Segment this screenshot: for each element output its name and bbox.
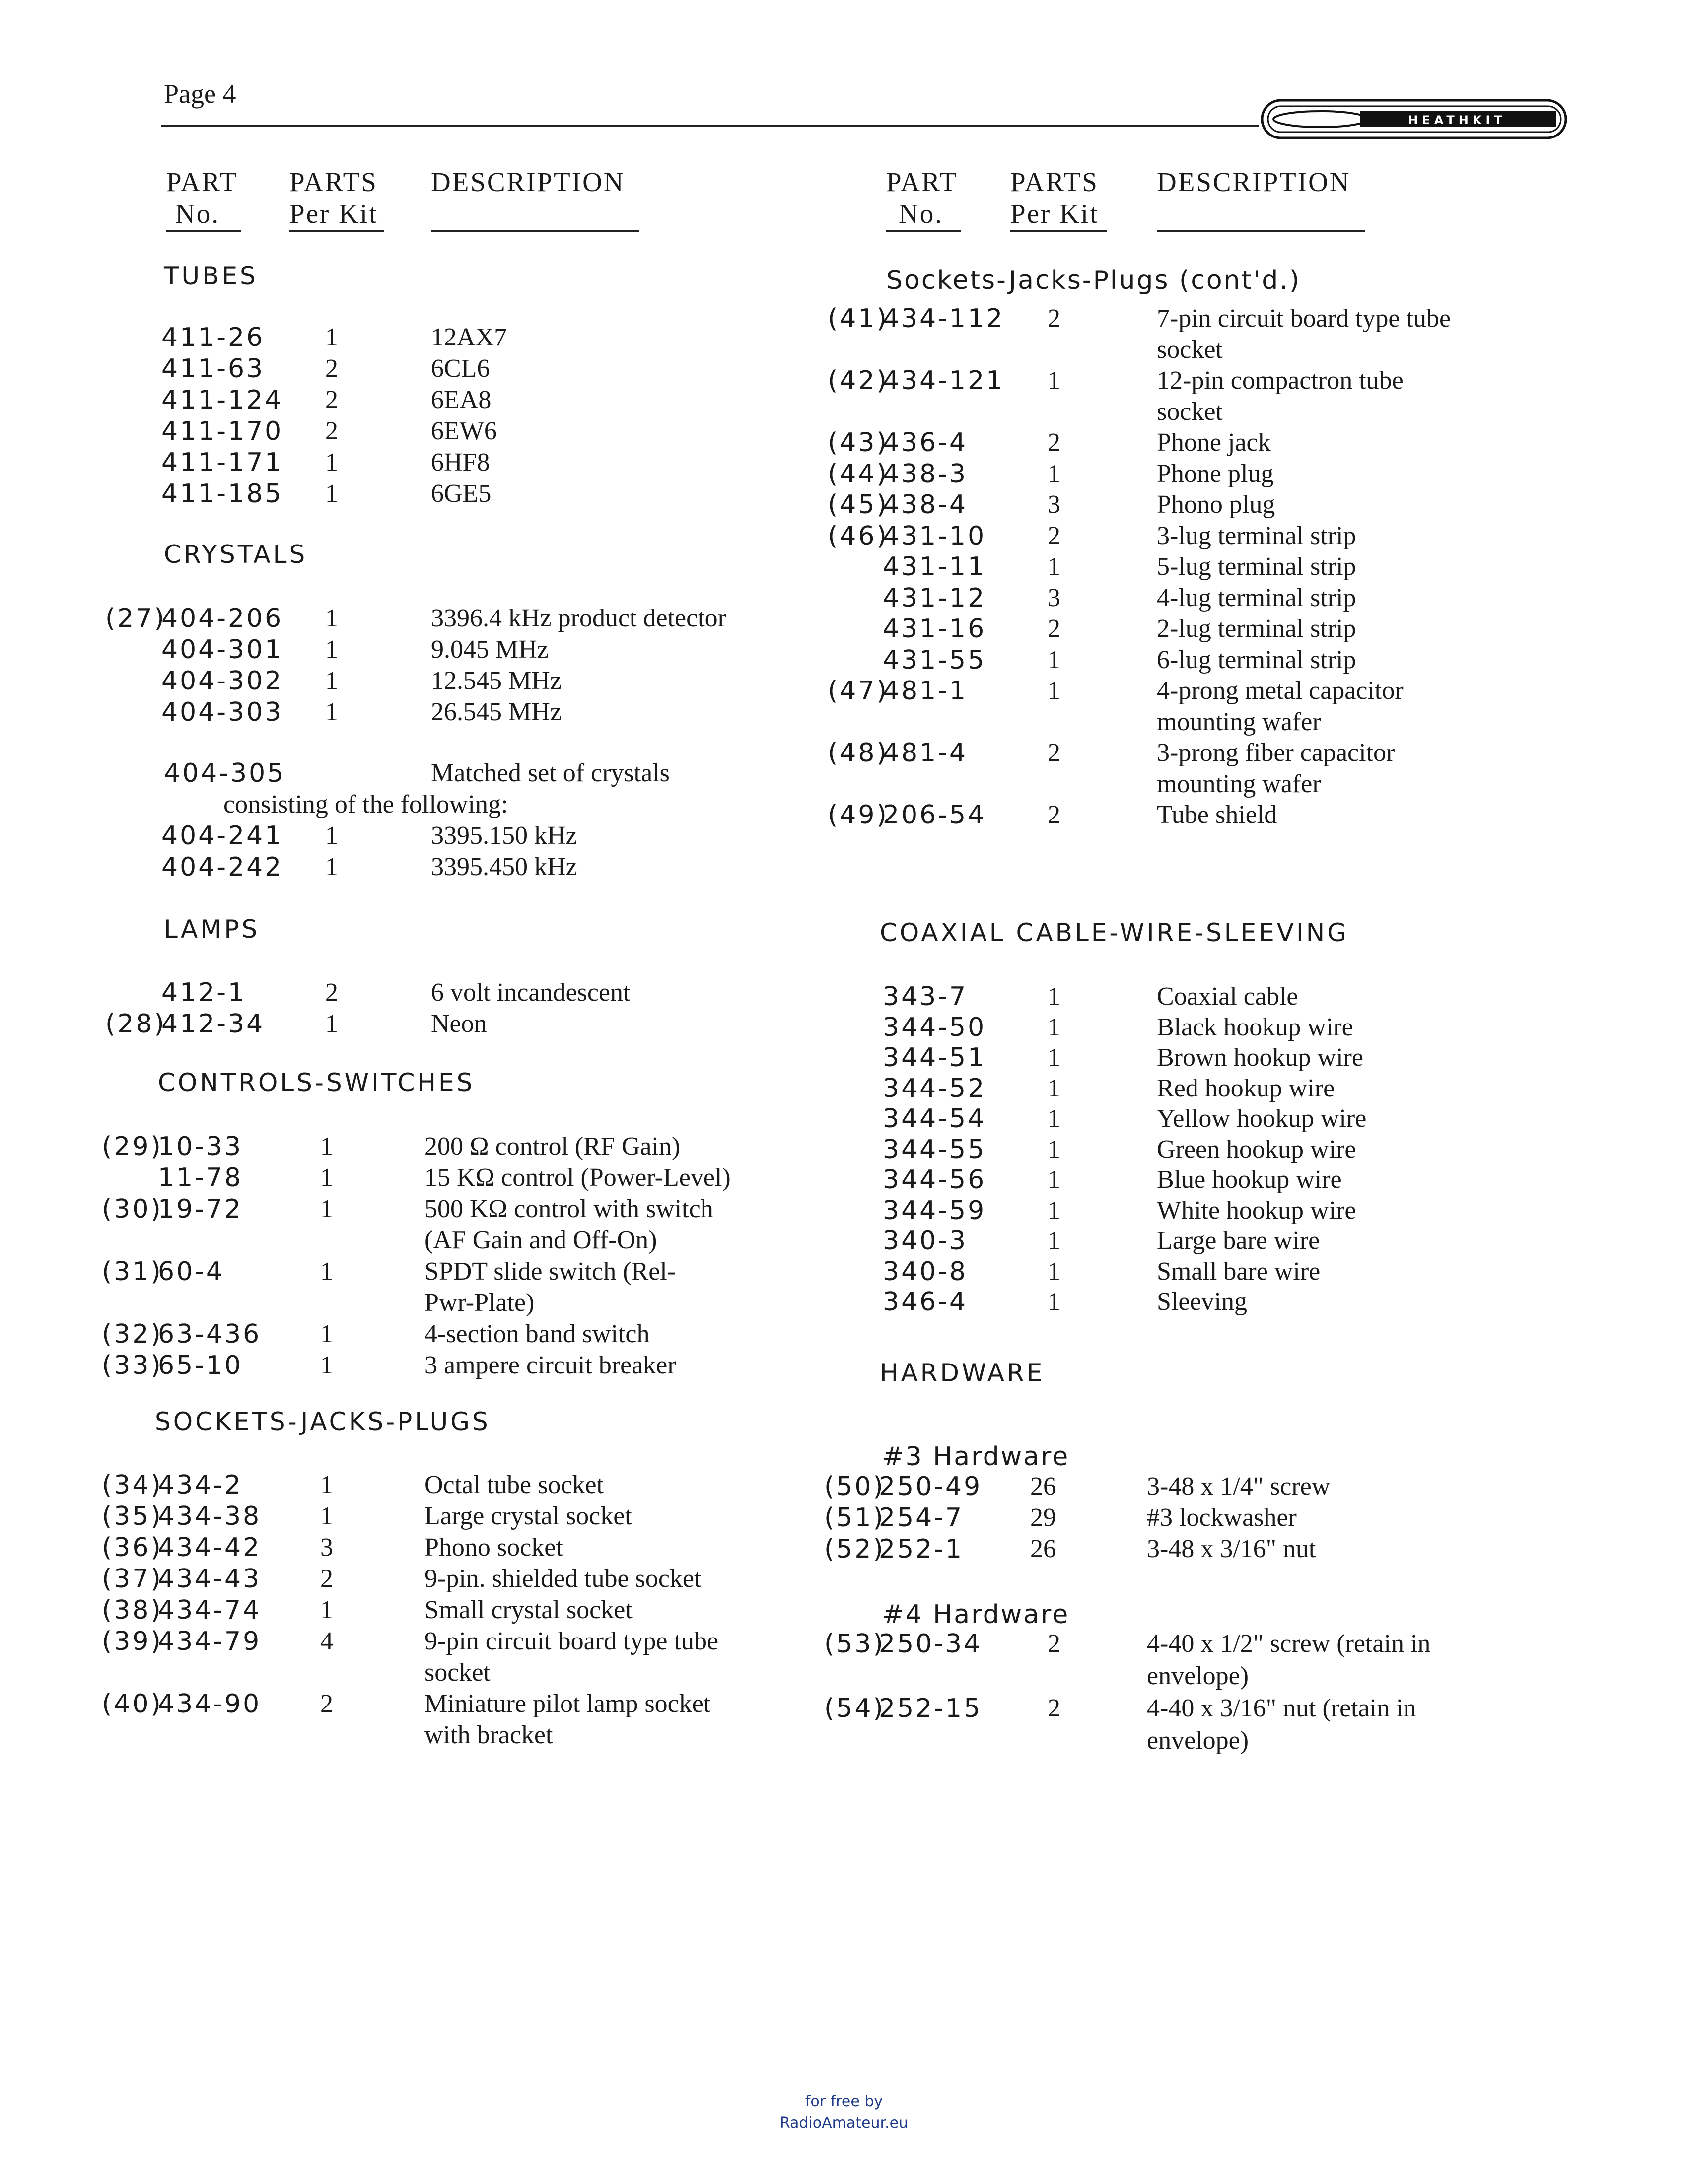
part-description: 6HF8 (431, 448, 490, 477)
part-description: 3-lug terminal strip (1157, 521, 1356, 550)
hw3-subtitle: #3 Hardware (882, 1442, 1070, 1472)
part-number: 431-12 (883, 583, 986, 613)
parts-per-kit: 1 (1048, 1196, 1060, 1225)
part-number: 343-7 (883, 982, 968, 1012)
part-description: socket (1157, 335, 1223, 364)
part-number: 411-185 (161, 479, 283, 509)
hdr-part-no-left: PART No. (166, 167, 238, 229)
parts-per-kit: 1 (1048, 1043, 1060, 1072)
parts-per-kit: 1 (1048, 1288, 1060, 1316)
part-description: 7-pin circuit board type tube (1157, 304, 1451, 333)
part-description: 12AX7 (431, 323, 507, 351)
part-description: 4-section band switch (424, 1320, 650, 1348)
parts-per-kit: 1 (320, 1132, 333, 1160)
section-title-crystals: CRYSTALS (164, 540, 308, 569)
parts-per-kit: 1 (1048, 1135, 1060, 1163)
part-description: Large bare wire (1157, 1227, 1320, 1255)
part-description: Yellow hookup wire (1157, 1104, 1367, 1133)
part-number: 340-8 (883, 1256, 968, 1287)
part-number: 340-3 (883, 1226, 968, 1256)
part-number: 344-54 (883, 1104, 986, 1134)
part-description: Phono plug (1157, 490, 1275, 519)
ref-number: (45) (828, 490, 889, 520)
part-description: Sleeving (1157, 1288, 1247, 1316)
parts-per-kit: 1 (1048, 1165, 1060, 1194)
part-description: 6-lug terminal strip (1157, 645, 1356, 674)
part-description: 9.045 MHz (431, 635, 549, 664)
part-number: 434-121 (883, 366, 1005, 396)
part-description: 12.545 MHz (431, 667, 562, 695)
parts-per-kit: 1 (1048, 677, 1060, 705)
part-description: 9-pin. shielded tube socket (424, 1565, 702, 1593)
part-description: envelope) (1147, 1726, 1249, 1755)
part-number: 434-42 (158, 1533, 262, 1563)
parts-per-kit: 1 (1048, 1104, 1060, 1133)
part-number: 434-112 (883, 304, 1005, 334)
part-number: 481-4 (883, 738, 968, 768)
ref-number: (41) (828, 304, 889, 334)
parts-per-kit: 1 (1048, 1227, 1060, 1255)
part-number: 411-124 (161, 385, 283, 415)
parts-per-kit: 1 (325, 667, 338, 695)
parts-per-kit: 2 (320, 1690, 333, 1718)
ref-number: (49) (828, 800, 889, 830)
part-description: 4-prong metal capacitor (1157, 677, 1404, 705)
parts-per-kit: 1 (320, 1195, 333, 1223)
part-number: 10-33 (158, 1132, 243, 1161)
hdr-underline (289, 230, 384, 232)
part-description: Octal tube socket (424, 1471, 604, 1499)
footer-site-link[interactable]: RadioAmateur.eu (779, 2115, 909, 2132)
parts-per-kit: 2 (1048, 801, 1060, 829)
svg-text:HEATHKIT: HEATHKIT (1408, 113, 1506, 127)
part-number: 438-4 (883, 490, 968, 520)
parts-per-kit: 1 (325, 323, 338, 351)
matched-set-cont: consisting of the following: (223, 790, 508, 819)
parts-per-kit: 1 (325, 635, 338, 664)
part-number: 411-63 (161, 354, 265, 384)
ref-number: (36) (102, 1533, 163, 1563)
part-number: 344-50 (883, 1012, 986, 1042)
parts-per-kit: 2 (1048, 428, 1060, 457)
part-description: Miniature pilot lamp socket (424, 1690, 711, 1718)
parts-per-kit: 1 (1048, 1074, 1060, 1102)
part-number: 206-54 (883, 800, 986, 830)
section-title-coax: COAXIAL CABLE-WIRE-SLEEVING (880, 918, 1349, 947)
parts-per-kit: 29 (1030, 1503, 1056, 1532)
ref-number: (51) (824, 1503, 885, 1533)
part-number: 411-170 (161, 416, 283, 446)
part-number: 434-43 (158, 1564, 262, 1594)
part-description: (AF Gain and Off-On) (424, 1226, 657, 1254)
part-description: socket (424, 1658, 491, 1687)
part-number: 65-10 (158, 1351, 243, 1380)
parts-per-kit: 2 (1048, 739, 1060, 767)
part-description: 3-48 x 3/16" nut (1147, 1535, 1316, 1563)
part-number: 412-1 (161, 978, 247, 1008)
part-number: 411-171 (161, 448, 283, 478)
hdr-parts-per-kit-right: PARTS Per Kit (1010, 167, 1099, 229)
part-description: Pwr-Plate) (424, 1289, 535, 1317)
part-description: 15 KΩ control (Power-Level) (424, 1163, 731, 1192)
parts-per-kit: 1 (325, 853, 338, 881)
parts-per-kit: 1 (320, 1257, 333, 1286)
parts-per-kit: 1 (320, 1596, 333, 1624)
part-description: 3 ampere circuit breaker (424, 1351, 676, 1379)
part-description: Coaxial cable (1157, 982, 1298, 1011)
part-number: 344-55 (883, 1134, 986, 1164)
part-number: 346-4 (883, 1287, 968, 1317)
hdr-underline (431, 230, 639, 232)
part-description: Black hookup wire (1157, 1013, 1353, 1041)
part-description: 6CL6 (431, 354, 490, 383)
part-number: 404-241 (161, 821, 283, 851)
ref-number: (47) (828, 676, 889, 706)
part-description: 9-pin circuit board type tube (424, 1627, 719, 1655)
part-description: Brown hookup wire (1157, 1043, 1363, 1072)
ref-number: (40) (102, 1689, 163, 1719)
hdr-description-left: DESCRIPTION (431, 167, 625, 197)
part-number: 404-242 (161, 852, 283, 882)
parts-per-kit: 1 (325, 604, 338, 632)
part-number: 404-302 (161, 666, 283, 696)
ref-number: (52) (824, 1534, 885, 1564)
ref-number: (44) (828, 459, 889, 489)
matched-set-desc: Matched set of crystals (431, 759, 670, 787)
parts-per-kit: 1 (320, 1502, 333, 1530)
part-number: 434-90 (158, 1689, 262, 1719)
parts-per-kit: 26 (1030, 1535, 1056, 1563)
ref-number: (50) (824, 1472, 885, 1502)
part-description: 4-lug terminal strip (1157, 583, 1356, 612)
parts-per-kit: 1 (320, 1320, 333, 1348)
part-description: 200 Ω control (RF Gain) (424, 1132, 681, 1160)
part-description: 3395.150 kHz (431, 821, 577, 850)
parts-per-kit: 1 (320, 1351, 333, 1379)
hdr-underline (1010, 230, 1107, 232)
part-number: 434-2 (158, 1470, 243, 1500)
part-number: 438-3 (883, 459, 968, 489)
section-title-hardware: HARDWARE (880, 1359, 1045, 1387)
part-description: 3-prong fiber capacitor (1157, 739, 1395, 767)
part-description: #3 lockwasher (1147, 1503, 1297, 1532)
part-description: 5-lug terminal strip (1157, 552, 1356, 581)
parts-per-kit: 2 (1048, 1694, 1060, 1722)
hw4-subtitle: #4 Hardware (882, 1600, 1070, 1630)
parts-per-kit: 1 (325, 448, 338, 477)
part-number: 436-4 (883, 428, 968, 458)
ref-number: (35) (102, 1502, 163, 1531)
part-number: 404-303 (161, 697, 283, 727)
part-description: socket (1157, 397, 1223, 426)
hdr-description-right: DESCRIPTION (1157, 167, 1351, 197)
parts-per-kit: 1 (1048, 459, 1060, 488)
part-description: 4-40 x 1/2" screw (retain in (1147, 1630, 1431, 1658)
part-number: 431-55 (883, 645, 986, 675)
part-description: 3396.4 kHz product detector (431, 604, 726, 632)
parts-per-kit: 2 (325, 417, 338, 445)
section-title-controls: CONTROLS-SWITCHES (158, 1068, 475, 1097)
ref-number: (34) (102, 1470, 163, 1500)
parts-per-kit: 1 (325, 1010, 338, 1038)
part-description: mounting wafer (1157, 707, 1321, 736)
brand-logo (1261, 97, 1569, 144)
part-number: 431-10 (883, 521, 986, 551)
ref-number: (39) (102, 1627, 163, 1656)
part-description: White hookup wire (1157, 1196, 1356, 1225)
ref-number: (48) (828, 738, 889, 768)
ref-number: (29) (102, 1132, 163, 1161)
part-description: 500 KΩ control with switch (424, 1195, 713, 1223)
ref-number: (33) (102, 1351, 163, 1380)
ref-number: (46) (828, 521, 889, 551)
part-description: Small bare wire (1157, 1257, 1321, 1286)
section-title-tubes: TUBES (164, 262, 258, 290)
parts-per-kit: 2 (325, 354, 338, 383)
part-description: 4-40 x 3/16" nut (retain in (1147, 1694, 1416, 1722)
section-title-sockets: SOCKETS-JACKS-PLUGS (155, 1407, 491, 1436)
parts-per-kit: 2 (1048, 521, 1060, 550)
part-description: 6 volt incandescent (431, 978, 631, 1007)
part-description: mounting wafer (1157, 769, 1321, 798)
part-description: Neon (431, 1010, 487, 1038)
part-number: 344-56 (883, 1165, 986, 1195)
part-number: 63-436 (158, 1319, 262, 1349)
footer-credit: for free by (805, 2093, 883, 2110)
part-number: 404-206 (161, 604, 283, 633)
ref-number: (43) (828, 428, 889, 458)
parts-per-kit: 3 (320, 1533, 333, 1562)
hdr-underline (1157, 230, 1365, 232)
part-description: Tube shield (1157, 801, 1277, 829)
section-title-lamps: LAMPS (164, 915, 260, 944)
parts-per-kit: 2 (1048, 1630, 1060, 1658)
parts-per-kit: 1 (320, 1163, 333, 1192)
part-number: 250-49 (879, 1472, 983, 1502)
ref-number: (54) (824, 1694, 885, 1723)
section-title-sockets-cont: Sockets-Jacks-Plugs (cont'd.) (886, 266, 1301, 295)
parts-per-kit: 2 (320, 1565, 333, 1593)
part-number: 252-1 (879, 1534, 964, 1564)
parts-per-kit: 1 (1048, 1013, 1060, 1041)
parts-per-kit: 1 (325, 479, 338, 508)
part-description: Phone plug (1157, 459, 1274, 488)
part-number: 344-52 (883, 1073, 986, 1103)
parts-per-kit: 1 (325, 821, 338, 850)
parts-per-kit: 1 (1048, 645, 1060, 674)
part-description: Large crystal socket (424, 1502, 632, 1530)
hdr-underline (166, 230, 241, 232)
parts-per-kit: 1 (1048, 982, 1060, 1011)
part-description: 2-lug terminal strip (1157, 614, 1356, 643)
ref-number: (38) (102, 1595, 163, 1625)
part-description: 12-pin compactron tube (1157, 366, 1404, 395)
part-description: envelope) (1147, 1662, 1249, 1690)
part-description: 6EW6 (431, 417, 497, 445)
hdr-part-no-right: PART No. (886, 167, 958, 229)
part-number: 344-59 (883, 1195, 986, 1226)
part-description: 6EA8 (431, 386, 492, 414)
parts-per-kit: 3 (1048, 583, 1060, 612)
ref-number: (27) (105, 604, 166, 633)
part-number: 19-72 (158, 1194, 243, 1224)
matched-set-part: 404-305 (164, 758, 286, 788)
part-description: 3-48 x 1/4" screw (1147, 1472, 1331, 1501)
part-description: 26.545 MHz (431, 698, 562, 726)
part-number: 412-34 (161, 1009, 265, 1039)
ref-number: (28) (105, 1009, 166, 1039)
ref-number: (30) (102, 1194, 163, 1224)
part-description: Phono socket (424, 1533, 563, 1562)
parts-per-kit: 26 (1030, 1472, 1056, 1501)
part-description: 3395.450 kHz (431, 853, 577, 881)
part-number: 411-26 (161, 323, 265, 352)
parts-per-kit: 1 (325, 698, 338, 726)
hdr-underline (886, 230, 961, 232)
parts-per-kit: 2 (325, 978, 338, 1007)
part-number: 431-16 (883, 614, 986, 644)
page-number: Page 4 (164, 79, 236, 109)
ref-number: (42) (828, 366, 889, 396)
part-number: 434-38 (158, 1502, 262, 1531)
part-number: 481-1 (883, 676, 968, 706)
parts-per-kit: 2 (1048, 614, 1060, 643)
parts-per-kit: 1 (320, 1471, 333, 1499)
part-description: SPDT slide switch (Rel- (424, 1257, 676, 1286)
part-number: 344-51 (883, 1043, 986, 1073)
part-number: 434-74 (158, 1595, 262, 1625)
part-description: Blue hookup wire (1157, 1165, 1342, 1194)
parts-per-kit: 2 (325, 386, 338, 414)
part-number: 60-4 (158, 1257, 225, 1287)
ref-number: (53) (824, 1629, 885, 1659)
part-description: Red hookup wire (1157, 1074, 1335, 1102)
part-description: with bracket (424, 1721, 553, 1749)
part-number: 254-7 (879, 1503, 964, 1533)
part-description: Small crystal socket (424, 1596, 633, 1624)
parts-per-kit: 1 (1048, 552, 1060, 581)
part-description: Green hookup wire (1157, 1135, 1356, 1163)
parts-per-kit: 1 (1048, 366, 1060, 395)
part-description: Phone jack (1157, 428, 1271, 457)
part-number: 431-11 (883, 552, 986, 582)
hdr-parts-per-kit-left: PARTS Per Kit (289, 167, 378, 229)
part-description: 6GE5 (431, 479, 492, 508)
header-rule (161, 125, 1259, 127)
ref-number: (37) (102, 1564, 163, 1594)
part-number: 252-15 (879, 1694, 983, 1723)
part-number: 404-301 (161, 635, 283, 665)
parts-per-kit: 2 (1048, 304, 1060, 333)
parts-per-kit: 1 (1048, 1257, 1060, 1286)
parts-per-kit: 3 (1048, 490, 1060, 519)
part-number: 250-34 (879, 1629, 983, 1659)
parts-per-kit: 4 (320, 1627, 333, 1655)
part-number: 11-78 (158, 1163, 243, 1193)
ref-number: (32) (102, 1319, 163, 1349)
part-number: 434-79 (158, 1627, 262, 1656)
ref-number: (31) (102, 1257, 163, 1287)
